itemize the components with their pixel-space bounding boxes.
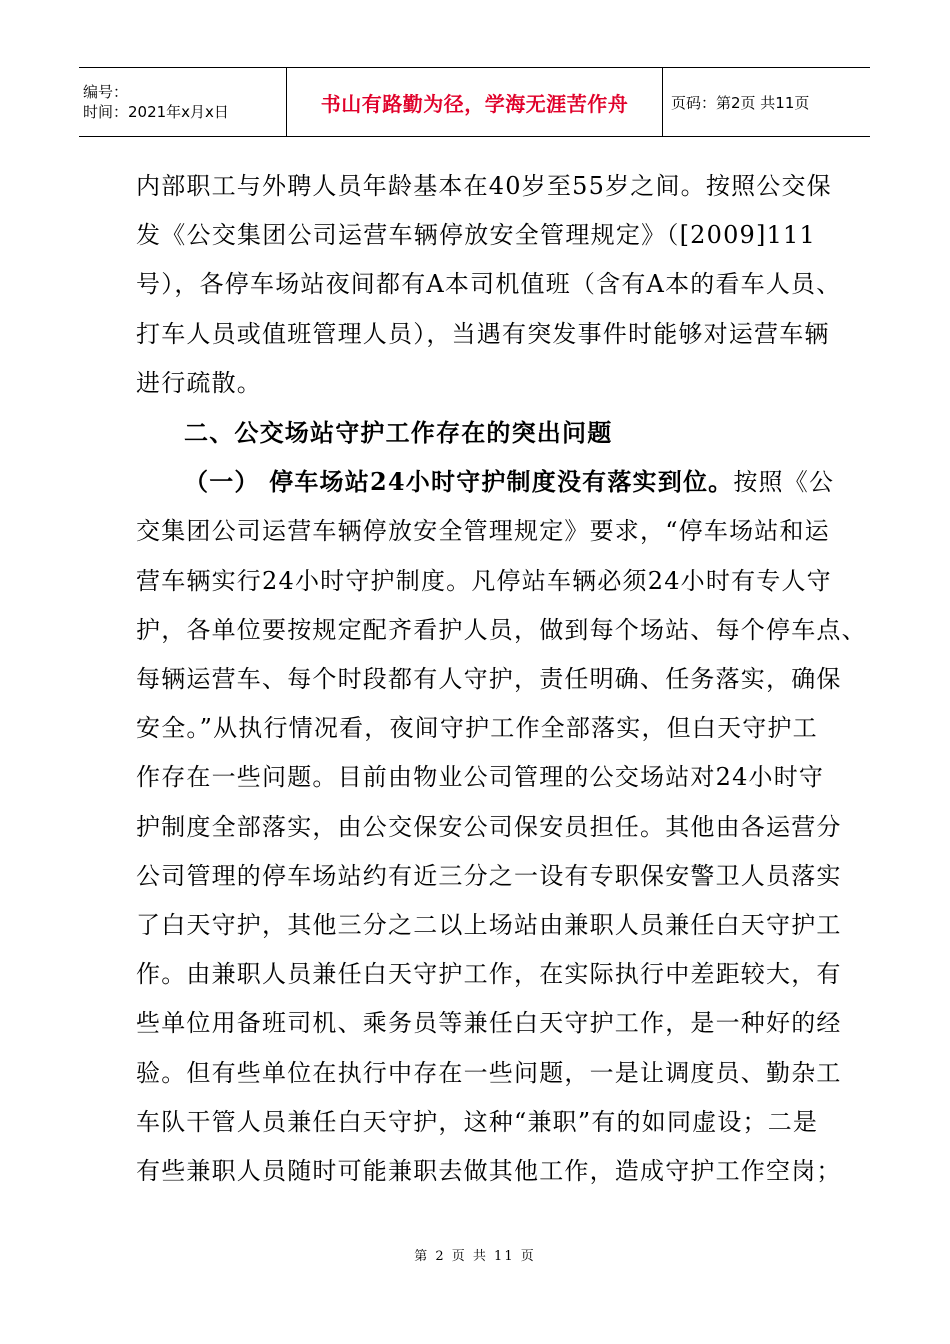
paragraph-line: 作存在一些问题。目前由物业公司管理的公交场站对24小时守 [136,763,825,792]
paragraph-line: 每辆运营车、每个时段都有人守护，责任明确、任务落实，确保 [136,665,842,694]
paragraph-text: 按照《公 [733,468,835,497]
section-heading: 二、公交场站守护工作存在的突出问题 [184,418,613,448]
paragraph-line: 打车人员或值班管理人员），当遇有突发事件时能够对运营车辆 [136,319,830,348]
paragraph-line: 车队干管人员兼任白天守护，这种“兼职”有的如同虚设；二是 [136,1107,819,1136]
paragraph-line: 护，各单位要按规定配齐看护人员，做到每个场站、每个停车点、 [136,615,867,644]
page-footer: 第 2 页 共 11 页 [414,1249,536,1264]
paragraph-line: 护制度全部落实，由公交保安公司保安员担任。其他由各运营分 [136,812,842,841]
paragraph-line: 些单位用备班司机、乘务员等兼任白天守护工作，是一种好的经 [136,1009,842,1038]
subsection-heading: （一） 停车场站24小时守护制度没有落实到位。 [184,467,734,497]
paragraph-line: 内部职工与外聘人员年龄基本在40岁至55岁之间。按照公交保 [136,172,832,200]
paragraph-line: 了白天守护，其他三分之二以上场站由兼职人员兼任白天守护工 [136,911,842,940]
document-number-label: 编号： [83,83,129,101]
paragraph-line: 有些兼职人员随时可能兼职去做其他工作，造成守护工作空岗； [136,1157,842,1186]
document-date-label: 时间：2021年x月x日 [83,103,229,121]
paragraph-line: 号），各停车场站夜间都有A本司机值班（含有A本的看车人员、 [136,270,842,299]
paragraph-line: 验。但有些单位在执行中存在一些问题，一是让调度员、勤杂工 [136,1058,842,1087]
document-body [136,162,867,1196]
paragraph-line: 营车辆实行24小时守护制度。凡停站车辆必须24小时有专人守 [136,566,832,595]
paragraph-line: 作。由兼职人员兼任白天守护工作，在实际执行中差距较大，有 [136,960,842,989]
paragraph-line: 安全。”从执行情况看，夜间守护工作全部落实，但白天守护工 [136,714,818,743]
document-header [79,67,870,137]
header-meta-cell [79,68,287,137]
paragraph-line: 公司管理的停车场站约有近三分之一设有专职保安警卫人员落实 [136,861,842,890]
header-motto: 书山有路勤为径，学海无涯苦作舟 [287,68,663,137]
paragraph-line: 交集团公司运营车辆停放安全管理规定》要求，“停车场站和运 [136,517,830,546]
paragraph-line: 进行疏散。 [136,368,262,397]
header-page-number: 页码：第2页 共11页 [671,93,810,112]
subsection-line [136,457,835,507]
paragraph-line: 发《公交集团公司运营车辆停放安全管理规定》（[2009]111 [136,221,816,250]
